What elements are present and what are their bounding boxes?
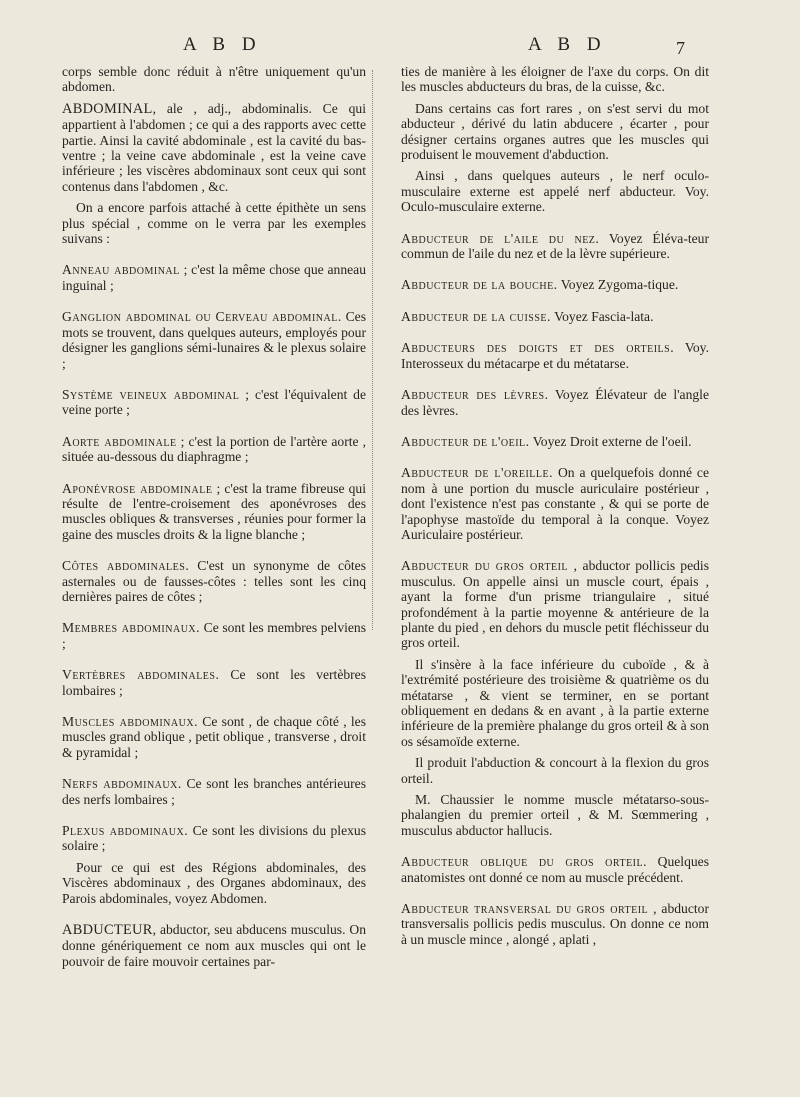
entry-text: abductor transversalis pollicis pedis musculus. On donne ce nom à un muscle mince , alongé , aplati , [401, 901, 709, 947]
entry-head: Aponévrose abdominale [62, 480, 213, 496]
entry-text: Ce sont les vertèbres lombaires ; [62, 667, 366, 698]
entry-head: ABDUCTEUR [62, 922, 153, 939]
page-number: 7 [676, 38, 685, 58]
paragraph: M. Chaussier le nomme muscle métatarso-sous-phalangien du premier orteil , & M. Sœmmering , musculus abductor hallucis. [401, 792, 709, 838]
entry-text: Voyez Droit externe de l'oeil. [529, 433, 692, 449]
entry-head: Ganglion abdominal ou Cerveau abdominal. [62, 309, 342, 325]
paragraph: Dans certains cas fort rares , on s'est servi du mot abducteur , dérivé du latin abducere , écarter , pour désigner certains organes autres que les muscles qui produisent le mouvement d'abduction. [401, 100, 709, 163]
entry-head: Système veineux abdominal [62, 386, 240, 402]
entry-head: Abducteur de la cuisse. [401, 308, 551, 324]
left-column [62, 64, 366, 985]
entry-head: Abducteur de l'aile du nez. [401, 230, 600, 246]
entry [401, 277, 709, 292]
paragraph: Pour ce qui est des Régions abdominales, des Viscères abdominaux , des Organes abdominaux, des Parois abdominales, voyez Abdomen. [62, 859, 366, 906]
entry-head: Abducteurs des doigts et des orteils. [401, 340, 675, 356]
entry [62, 714, 366, 760]
entry-text: abductor pollicis pedis musculus. On appelle ainsi un muscle court, épais , ayant la forme d'un prisme triangulaire , situé profondément à la partie moyenne & antérieure de la plante du pied , en dehors du muscle petit fléchisseur du gros orteil. [401, 558, 709, 651]
entry-head: Abducteur du gros orteil , [401, 558, 578, 574]
entry-text: ; c'est la portion de l'artère aorte , située au-dessous du diaphragme ; [62, 433, 366, 465]
paragraph: Il s'insère à la face inférieure du cuboïde , & à l'extrémité postérieure des troisième & quatrième os du métatarse , & vient se terminer, en se portant obliquement en dedans & en avant , à la partie externe inférieure de la première phalange du gros orteil & à son os sésamoïde externe. [401, 656, 710, 749]
entry-text: ; c'est la trame fibreuse qui résulte de l'entre-croisement des aponévroses des muscles obliques & transverses , réunies pour former la gaine des muscles droits & la ligne blanche ; [62, 480, 366, 542]
entry-text: Ces mots se trouvent, dans quelques auteurs, employés pour désigner les ganglions sémi-lunaires & le plexus solaire ; [62, 309, 366, 371]
entry-head: Anneau abdominal [62, 262, 180, 278]
entry [62, 101, 366, 194]
entry-head: Abducteur de l'oeil. [401, 433, 530, 449]
entry-head: Côtes abdominales. [62, 558, 190, 574]
entry [62, 620, 366, 651]
entry [62, 309, 366, 371]
entry [401, 434, 709, 449]
paragraph: corps semble donc réduit à n'être uniquement qu'un abdomen. [62, 64, 366, 95]
entry-head: Abducteur oblique du gros orteil. [401, 854, 648, 870]
entry [401, 854, 709, 885]
entry-text: Voyez Éléva-teur commun de l'aile du nez et de la lèvre supérieure. [401, 230, 709, 262]
entry-text: , abductor, seu abducens musculus. On donne génériquement ce nom aux muscles qui ont le pouvoir de faire mouvoir certaines par- [62, 922, 366, 969]
entry-head: Plexus abdominaux. [62, 823, 189, 839]
paragraph: Ainsi , dans quelques auteurs , le nerf oculo-musculaire externe est appelé nerf abducteur. Voy. Oculo-musculaire externe. [401, 168, 709, 215]
entry-head: Aorte abdominale [62, 433, 177, 449]
entry-head: Nerfs abdominaux. [62, 776, 182, 792]
running-head-right: A B D [528, 34, 607, 55]
paragraph: ties de manière à les éloigner de l'axe du corps. On dit les muscles abducteurs du bras, de la cuisse, &c. [401, 64, 709, 95]
entry-head: Abducteur de la bouche. [401, 277, 558, 293]
entry-text: Voyez Élévateur de l'angle des lèvres. [401, 387, 709, 418]
entry [401, 340, 709, 371]
entry [401, 387, 709, 418]
entry-text: Quelques anatomistes ont donné ce nom au muscle précédent. [401, 854, 709, 885]
entry-text: Voyez Zygoma-tique. [557, 277, 679, 293]
paragraph: Il produit l'abduction & concourt à la flexion du gros orteil. [401, 755, 709, 786]
entry-head: Muscles abdominaux. [62, 714, 198, 729]
entry [62, 558, 366, 604]
running-head [0, 34, 800, 60]
entry-text: On a quelquefois donné ce nom à une portion du muscle auriculaire postérieur , dont l'existence n'est pas constante , & qui se porte de l'apophyse mastoïde du temporal à la conque. Voyez Auriculaire postérieur. [401, 465, 709, 542]
entry-head: ABDOMINAL [62, 100, 153, 117]
entry [62, 922, 366, 969]
entry-text: ; c'est l'équivalent de veine porte ; [62, 386, 366, 418]
entry-head: Abducteur transversal du gros orteil , [401, 901, 657, 917]
entry [401, 309, 709, 324]
column-divider [372, 70, 373, 630]
entry-text: Voy. Interosseux du métacarpe et du métatarse. [401, 340, 709, 371]
entry [401, 901, 709, 947]
entry [62, 823, 366, 854]
entry-head: Vertèbres abdominales. [62, 667, 220, 683]
entry-text: , ale , adj., abdominalis. Ce qui appartient à l'abdomen ; ce qui a des rapports avec cette partie. Ainsi la cavité abdominale , est la cavité du bas-ventre ; la veine cave abdominale , est la veine cave inférieure ; les viscères abdominaux sont ceux qui sont contenus dans l'abdomen , &c. [62, 100, 366, 194]
entry [62, 776, 366, 807]
entry-text: Voyez Fascia-lata. [550, 308, 654, 324]
paragraph: On a encore parfois attaché à cette épithète un sens plus spécial , comme on le verra par les exemples suivans : [62, 200, 366, 247]
entry-text: Ce sont les branches antérieures des nerfs lombaires ; [62, 776, 366, 807]
entry [401, 465, 709, 542]
entry-text: Ce sont , de chaque côté , les muscles grand oblique , petit oblique , transverse , droit & pyramidal ; [62, 714, 366, 760]
entry-text: Ce sont les membres pelviens ; [62, 620, 367, 651]
running-head-left: A B D [183, 34, 262, 55]
right-column [401, 64, 709, 963]
entry [401, 558, 709, 650]
entry [62, 481, 366, 543]
entry [62, 434, 366, 465]
entry-head: Abducteur des lèvres. [401, 387, 549, 403]
entry-head: Abducteur de l'oreille. [401, 465, 554, 481]
entry-text: Ce sont les divisions du plexus solaire ; [62, 823, 366, 854]
entry [62, 387, 366, 418]
entry-text: ; c'est la même chose que anneau inguinal ; [62, 262, 366, 293]
entry [62, 667, 366, 698]
entry-text: C'est un synonyme de côtes asternales ou de fausses-côtes : telles sont les cinq dernières paires de côtes ; [62, 558, 366, 604]
entry [401, 231, 709, 262]
entry-head: Membres abdominaux. [62, 620, 201, 636]
entry [62, 262, 366, 293]
